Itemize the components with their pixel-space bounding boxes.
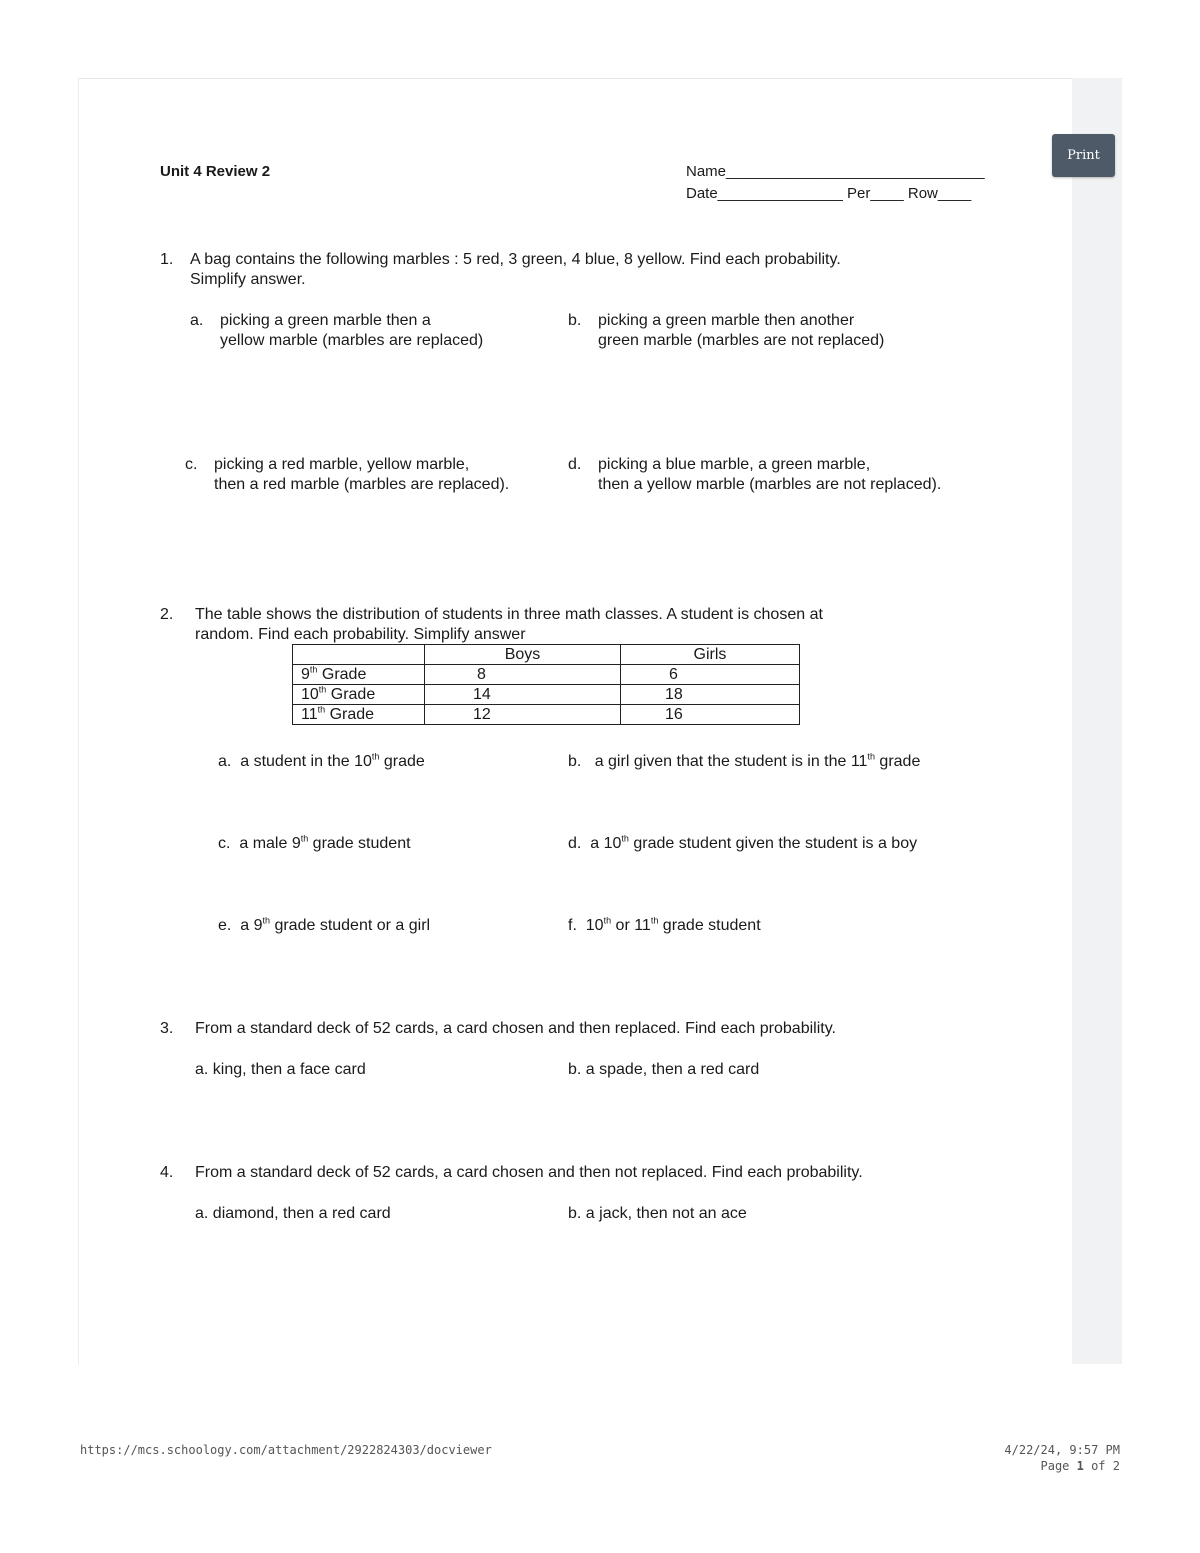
table-header-cell: Girls [621,645,800,665]
q1-number: 1. [160,251,174,268]
q3b: b. a spade, then a red card [568,1061,760,1078]
viewer-side-rail [1072,78,1122,1364]
q1b-line2: green marble (marbles are not replaced) [598,332,885,349]
q1b-line1: picking a green marble then another [598,312,855,329]
table-header-cell: Boys [425,645,621,665]
table-header-row [293,645,800,665]
table-row [293,705,800,725]
q2-text-line2: random. Find each probability. Simplify answer [195,626,526,643]
date-per-row-line: Date_______________ Per____ Row____ [686,185,972,202]
q2-text-line1: The table shows the distribution of students in three math classes. A student is chosen at [195,606,823,623]
q1a-line1: picking a green marble then a [220,312,431,329]
q3-number: 3. [160,1020,174,1037]
boys-cell: 14 [425,685,621,705]
grade-distribution-table [292,644,800,725]
q2b: b. a girl given that the student is in the 11th grade [568,751,921,770]
table-header-cell [293,645,425,665]
girls-cell: 18 [621,685,800,705]
grade-cell: 10th Grade [293,685,425,705]
grade-cell: 9th Grade [293,665,425,685]
girls-cell: 16 [621,705,800,725]
q4-text: From a standard deck of 52 cards, a card chosen and then not replaced. Find each probability. [195,1164,863,1181]
footer-url: https://mcs.schoology.com/attachment/2922824303/docviewer [80,1443,492,1457]
q1b-label: b. [568,312,582,329]
q4b: b. a jack, then not an ace [568,1205,747,1222]
q4-number: 4. [160,1164,174,1181]
footer-datetime: 4/22/24, 9:57 PM [1004,1443,1120,1457]
q2f: f. 10th or 11th grade student [568,915,761,934]
boys-cell: 8 [425,665,621,685]
footer-page-indicator: Page 1 of 2 [1040,1459,1120,1473]
q1c-label: c. [185,456,198,473]
q4a: a. diamond, then a red card [195,1205,391,1222]
q1c-line2: then a red marble (marbles are replaced). [214,476,510,493]
print-button[interactable]: Print [1052,134,1115,177]
q1c-line1: picking a red marble, yellow marble, [214,456,470,473]
q2-number: 2. [160,606,174,623]
q1a-line2: yellow marble (marbles are replaced) [220,332,484,349]
boys-cell: 12 [425,705,621,725]
q2a: a. a student in the 10th grade [218,751,425,770]
grade-cell: 11th Grade [293,705,425,725]
q1d-line2: then a yellow marble (marbles are not replaced). [598,476,942,493]
q1-text-line2: Simplify answer. [190,271,306,288]
q1d-label: d. [568,456,582,473]
q3-text: From a standard deck of 52 cards, a card chosen and then replaced. Find each probability. [195,1020,836,1037]
table-row [293,665,800,685]
q2c: c. a male 9th grade student [218,833,411,852]
name-line: Name_______________________________ [686,163,985,180]
q2e: e. a 9th grade student or a girl [218,915,431,934]
q1-text-line1: A bag contains the following marbles : 5 red, 3 green, 4 blue, 8 yellow. Find each probability. [190,251,841,268]
q1a-label: a. [190,312,204,329]
q1d-line1: picking a blue marble, a green marble, [598,456,871,473]
girls-cell: 6 [621,665,800,685]
q3a: a. king, then a face card [195,1061,366,1078]
table-row [293,685,800,705]
q2d: d. a 10th grade student given the student is a boy [568,833,918,852]
document-title: Unit 4 Review 2 [160,163,271,180]
